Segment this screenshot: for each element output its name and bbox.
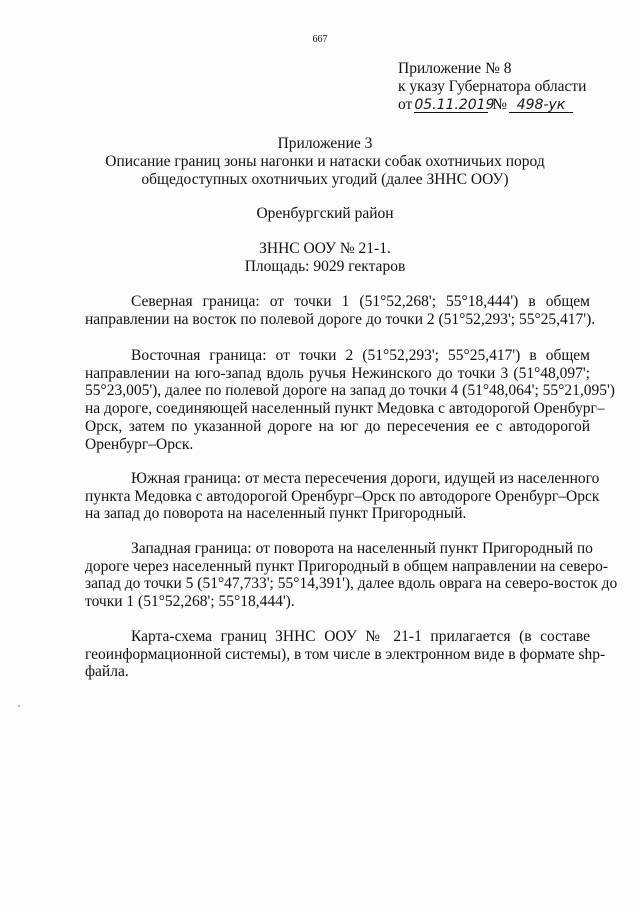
district-heading: Оренбургский район xyxy=(256,205,394,222)
text-line: Северная граница: от точки 1 (51°52,268'; 55°18,444') в общем xyxy=(131,293,590,310)
appendix-number: Приложение № 8 xyxy=(398,60,512,77)
text-line: Карта-схема границ ЗННС ООУ № 21-1 прилагается (в составе xyxy=(131,628,590,645)
text-line: направлении на юго-запад вдоль ручья Нежинского до точки 3 (51°48,097'; xyxy=(85,364,590,382)
text-line: запад до точки 5 (51°47,733'; 55°14,391'), далее вдоль оврага на северо-восток до xyxy=(85,575,618,593)
text-line: геоинформационной системы), в том числе в электронном виде в формате shp- xyxy=(85,645,606,663)
zone-area: Площадь: 9029 гектаров xyxy=(244,258,406,275)
text-line: Восточная граница: от точки 2 (51°52,293'; 55°25,417') в общем xyxy=(131,347,590,364)
document-title xyxy=(60,135,590,189)
handwritten-date: 05.11.2019 xyxy=(414,97,495,113)
paragraph-west-border xyxy=(85,540,618,611)
title-line-3: общедоступных охотничьих угодий (далее ЗННС ООУ) xyxy=(141,171,509,188)
paragraph-south-border xyxy=(85,470,600,523)
text-line: Западная граница: от поворота на населенный пункт Пригородный по xyxy=(131,540,593,557)
zone-heading xyxy=(60,240,590,276)
text-line: Оренбург–Орск. xyxy=(85,435,194,453)
text-line: на дороге, соединяющей населенный пункт Медовка с автодорогой Оренбург– xyxy=(85,400,605,418)
text-line: направлении на восток по полевой дороге до точки 2 (51°52,293'; 55°25,417'). xyxy=(85,310,596,328)
decree-date-line xyxy=(398,96,586,114)
text-line: пункта Медовка с автодорогой Оренбург–Орск по автодороге Оренбург–Орск xyxy=(85,487,600,505)
text-line: Орск, затем по указанной дороге на юг до пересечения ее с автодорогой xyxy=(85,417,590,435)
text-line: дороге через населенный пункт Пригородный в общем направлении на северо- xyxy=(85,557,609,575)
from-prefix: от xyxy=(398,96,413,113)
decree-reference: к указу Губернатора области xyxy=(398,78,587,95)
handwritten-number: 498-ук xyxy=(509,98,573,113)
text-line: 55°23,005'), далее по полевой дороге на запад до точки 4 (51°48,064'; 55°21,095') xyxy=(85,382,615,400)
zone-name: ЗННС ООУ № 21-1. xyxy=(259,240,391,257)
page-number: 667 xyxy=(312,34,328,45)
paragraph-north-border xyxy=(85,293,596,328)
scan-speck xyxy=(18,705,20,707)
text-line: файла. xyxy=(85,663,129,681)
paragraph-east-border xyxy=(85,347,615,453)
paragraph-map-scheme xyxy=(85,628,606,681)
number-prefix: № xyxy=(492,96,507,113)
text-line: Южная граница: от места пересечения дороги, идущей из населенного xyxy=(131,470,600,487)
title-line-1: Приложение 3 xyxy=(277,135,373,152)
text-line: на запад до поворота на населенный пункт Пригородный. xyxy=(85,505,467,523)
text-line: точки 1 (51°52,268'; 55°18,444'). xyxy=(85,593,295,611)
title-line-2: Описание границ зоны нагонки и натаски собак охотничьих пород xyxy=(105,153,545,170)
appendix-header xyxy=(398,60,586,114)
